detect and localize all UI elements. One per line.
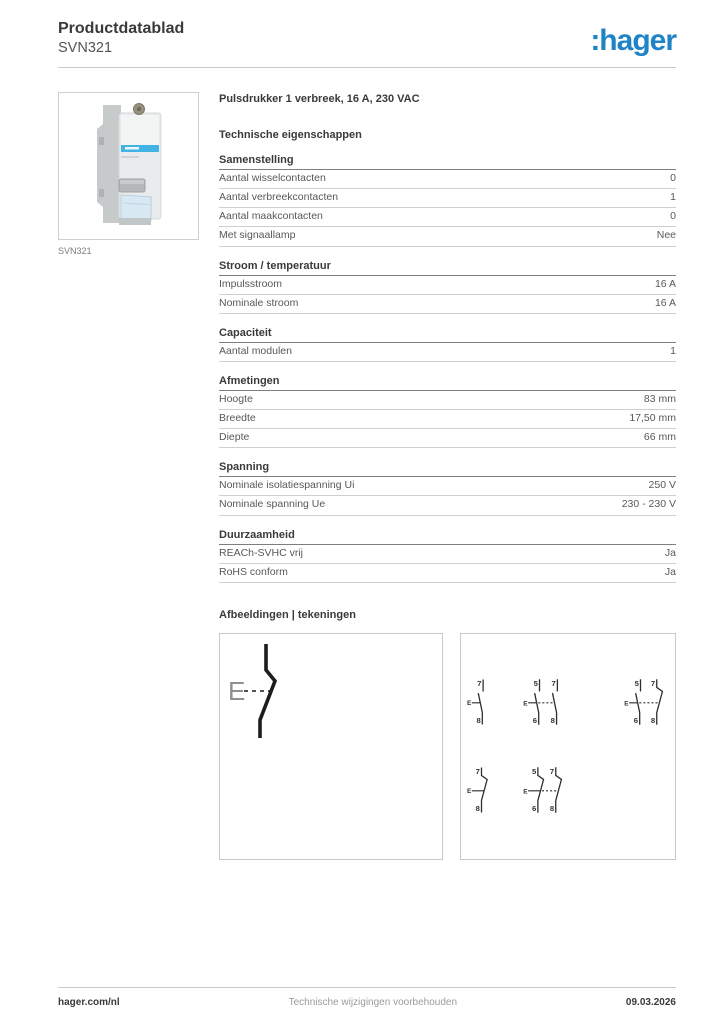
spec-row [219, 410, 676, 429]
spec-section-title: Samenstelling [219, 154, 676, 170]
svg-text:8: 8 [550, 715, 555, 725]
svg-text:7: 7 [650, 678, 656, 688]
spec-value: 16 A [654, 277, 676, 290]
spec-value: 250 V [648, 479, 676, 492]
spec-section-title: Afmetingen [219, 375, 676, 391]
spec-row [219, 295, 676, 314]
product-photo [58, 92, 199, 240]
spec-row [219, 391, 676, 410]
product-photo-illustration [59, 93, 198, 237]
main-circuit-diagram [219, 633, 443, 860]
spec-row [219, 208, 676, 227]
header-divider [58, 67, 676, 68]
spec-label: Breedte [219, 412, 256, 424]
spec-label: Diepte [219, 431, 250, 444]
main-area [58, 92, 676, 860]
spec-section-title: Spanning [219, 461, 676, 477]
tech-properties-heading: Technische eigenschappen [219, 129, 362, 141]
contact-variant-single [467, 764, 496, 816]
spec-value: 230 - 230 V [621, 498, 676, 511]
push-button-nc-symbol [226, 640, 318, 740]
svg-text:6: 6 [532, 715, 538, 725]
spec-value: 1 [670, 344, 676, 357]
drawings-heading: Afbeeldingen | tekeningen [219, 608, 356, 621]
contact-variants-diagram [460, 633, 676, 860]
footer-website: hager.com/nl [58, 997, 120, 1008]
svg-text:6: 6 [633, 715, 639, 725]
spec-row [219, 343, 676, 362]
svg-text:7: 7 [475, 766, 480, 776]
spec-value: Ja [664, 546, 676, 559]
contact-variant-double [624, 676, 670, 728]
din-device [97, 104, 161, 226]
footer-date: 09.03.2026 [625, 997, 676, 1008]
product-title: Pulsdrukker 1 verbreek, 16 A, 230 VAC [219, 93, 420, 105]
spec-row [219, 429, 676, 448]
footer-disclaimer: Technische wijzigingen voorbehouden [288, 997, 458, 1008]
svg-text:7: 7 [551, 678, 556, 688]
spec-label: Met signaallamp [219, 229, 296, 242]
spec-row [219, 564, 676, 583]
spec-row [219, 496, 676, 515]
product-photo-caption: SVN321 [58, 246, 92, 256]
spec-section [219, 375, 676, 448]
spec-value: 1 [670, 191, 676, 204]
spec-label: Nominale spanning Ue [219, 498, 326, 511]
svg-text:7: 7 [477, 678, 482, 688]
actuator-label: E [624, 700, 629, 707]
spec-value: 0 [670, 172, 676, 184]
product-code: SVN321 [58, 40, 113, 56]
contact-variant-double [523, 764, 569, 816]
svg-text:5: 5 [533, 678, 538, 688]
svg-text:6: 6 [531, 803, 537, 813]
svg-text:8: 8 [475, 803, 480, 813]
spec-row [219, 227, 676, 246]
spec-label: REACh-SVHC vrij [219, 546, 304, 559]
header-titles [58, 20, 184, 56]
svg-text:5: 5 [634, 678, 639, 688]
svg-text:7: 7 [549, 766, 555, 776]
spec-label: Aantal verbreekcontacten [219, 191, 339, 204]
spec-value: Ja [664, 565, 676, 578]
svg-text:8: 8 [476, 715, 481, 725]
spec-label: Nominale stroom [219, 296, 299, 309]
spec-label: Aantal modulen [219, 344, 292, 357]
spec-value: 17,50 mm [629, 412, 676, 424]
actuator-label: E [523, 788, 528, 795]
spec-value: Nee [656, 229, 676, 242]
actuator-label: E [523, 700, 528, 707]
spec-section [219, 260, 676, 314]
spec-value: 0 [670, 210, 676, 223]
actuator-label: E [467, 787, 472, 795]
actuator-label: E [467, 699, 472, 707]
spec-label: Nominale isolatiespanning Ui [219, 479, 355, 492]
spec-label: Aantal wisselcontacten [219, 172, 326, 184]
page-title: Productdatablad [58, 20, 185, 37]
svg-text:8: 8 [549, 803, 555, 813]
spec-section [219, 529, 676, 583]
spec-row [219, 170, 676, 189]
spec-label: Hoogte [219, 392, 253, 405]
svg-text:5: 5 [531, 766, 537, 776]
spec-row [219, 189, 676, 208]
spec-value: 16 A [654, 296, 676, 309]
spec-value: 66 mm [643, 431, 676, 444]
actuator-label: E [228, 675, 246, 706]
spec-label: Impulsstroom [219, 277, 283, 290]
spec-value: 83 mm [643, 392, 676, 405]
contact-variant-double [523, 676, 569, 728]
spec-section-title: Duurzaamheid [219, 529, 676, 545]
spec-section-title: Capaciteit [219, 327, 676, 343]
svg-text:8: 8 [650, 715, 656, 725]
photo-column [58, 92, 199, 860]
hager-logo: :hager [590, 24, 676, 57]
spec-row [219, 477, 676, 496]
spec-section-title: Stroom / temperatuur [219, 260, 676, 276]
spec-label: Aantal maakcontacten [219, 210, 323, 223]
content-column [219, 92, 676, 860]
spec-row [219, 276, 676, 295]
spec-section [219, 461, 676, 515]
page-header [58, 20, 676, 56]
contact-variant-single [467, 676, 496, 728]
page-footer [58, 987, 676, 1008]
spec-section [219, 327, 676, 362]
spec-sections [219, 154, 676, 583]
spec-section [219, 154, 676, 247]
spec-row [219, 545, 676, 564]
drawings-row [219, 633, 676, 860]
spec-label: RoHS conform [219, 565, 288, 578]
